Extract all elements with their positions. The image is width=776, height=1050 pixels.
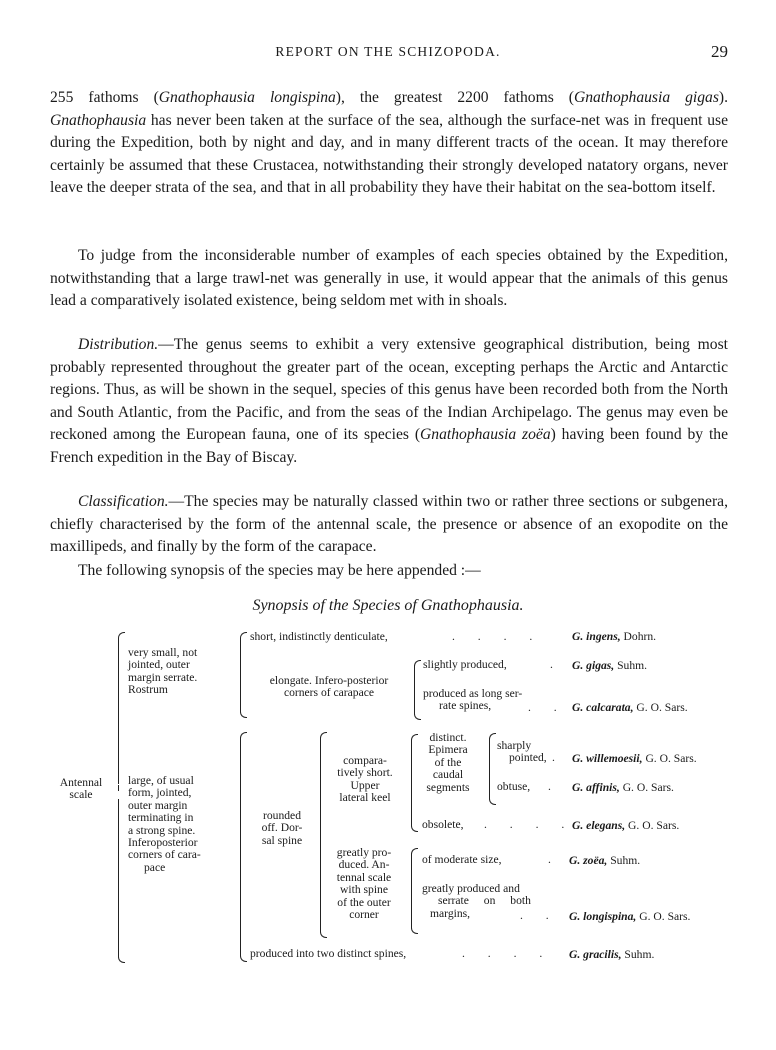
brace-antennal-spine [411, 848, 418, 934]
line: elongate. Infero-posterior [269, 674, 389, 687]
species-name: G. willemoesii, [572, 752, 643, 765]
dot-leader: . [548, 853, 561, 866]
dot-leader: . . [520, 909, 559, 922]
line: pointed, [509, 751, 547, 765]
dot-leader: . . . . [484, 818, 575, 831]
genus-name: Gnathophausia [50, 111, 147, 129]
line: rate spines, [439, 699, 492, 713]
moderate-size: of moderate size, [422, 853, 502, 866]
species-name: G. gracilis, [569, 948, 622, 961]
species-author: Suhm. [617, 659, 648, 672]
dot-leader: . . . . [462, 947, 553, 960]
brace-root-tip [114, 785, 119, 791]
line: terminating in [128, 811, 194, 825]
brace-large [240, 732, 247, 962]
line: distinct. [429, 731, 467, 744]
line: Inferoposterior [128, 836, 198, 850]
line: rounded [263, 809, 301, 822]
paragraph-distribution [50, 334, 728, 470]
species-name: G. elegans, [572, 819, 626, 832]
greatly-produced [325, 847, 403, 921]
line: of the [434, 755, 462, 769]
species-affinis [572, 781, 674, 794]
obtuse: obtuse, [497, 780, 531, 793]
species-gigas [572, 659, 647, 672]
brace-root-upper [118, 632, 125, 784]
paragraph-synopsis-intro: The following synopsis of the species may be here appended :— [78, 562, 481, 579]
paragraph-habitat [50, 87, 728, 200]
line: corners of carapace [283, 686, 375, 700]
dot-leader: . [552, 751, 565, 764]
species-author: Dohrn. [623, 630, 657, 643]
species-ingens [572, 630, 656, 643]
brace-root-lower [118, 799, 125, 963]
species-author: G. O. Sars. [622, 781, 674, 794]
line: Upper [350, 778, 380, 792]
comparatively-short [325, 755, 405, 805]
line: compara- [343, 754, 387, 767]
text-run: ). [718, 89, 728, 106]
text-run: —The species may be naturally classed within two or rather three sections or subgenera, chiefly characterised by the form of the antennal scale, the presence or absence of an exopodite on the maxillipeds, and finally by the form of the carapace. [50, 493, 728, 556]
line: caudal [432, 768, 464, 782]
branch-large [128, 775, 201, 874]
line: off. Dor- [261, 821, 303, 835]
text-run: ), the greatest 2200 fathoms ( [335, 89, 574, 106]
line: corner [349, 908, 379, 922]
species-author: G. O. Sars. [639, 910, 691, 923]
line: duced. An- [338, 858, 390, 872]
produced-spines [423, 688, 522, 713]
rounded-off [248, 810, 316, 847]
distinct-epimera [417, 732, 479, 794]
brace-small [240, 632, 247, 718]
dot-leader: . . [528, 701, 567, 714]
section-label: Distribution. [78, 336, 159, 353]
line: pace [144, 860, 166, 874]
line: scale [69, 788, 93, 802]
line: Rostrum [128, 683, 168, 697]
root-label [46, 777, 116, 802]
dot-leader: . [550, 658, 563, 671]
line: sal spine [261, 833, 303, 847]
line: Antennal [59, 776, 103, 789]
line: greatly pro- [336, 846, 392, 859]
text-run: 255 fathoms ( [50, 89, 159, 106]
species-name: G. affinis, [572, 781, 620, 794]
brace-elongate [414, 660, 421, 720]
species-name: G. zoëa, [569, 854, 608, 867]
brace-epimera [489, 733, 496, 805]
line: form, jointed, [128, 786, 192, 800]
species-author: G. O. Sars. [636, 701, 688, 714]
sharply-pointed [497, 740, 547, 765]
page-number: 29 [711, 42, 728, 61]
line: a strong spine. [128, 823, 196, 837]
line: margins, [430, 906, 471, 920]
paragraph-classification [50, 491, 728, 559]
species-author: Suhm. [624, 948, 655, 961]
line: tively short. [337, 766, 393, 780]
two-spines: produced into two distinct spines, [250, 947, 407, 960]
species-name: G. ingens, [572, 630, 621, 643]
line: greatly produced and [422, 882, 520, 895]
species-gracilis [569, 948, 654, 961]
line: jointed, outer [128, 658, 190, 672]
line: outer margin [128, 798, 188, 812]
text-run: has never been taken at the surface of the sea, although the surface-net was in frequent use during the Expedition, both by night and day, and in many different tracts of the ocean. It may therefore certainly be assumed that these Crustacea, notwithstanding their strongly developed natatory organs, never leave the deeper strata of the sea, and that in all probability they have their habitat on the sea-bottom itself. [50, 111, 728, 197]
text-run: —The genus seems to exhibit a very extensive geographical distribution, being most probably represented throughout the greater part of the ocean, excepting perhaps the Arctic and Antarctic regions. Thus, as will be shown in the sequel, species of this genus have been recorded both from the North and South Atlantic, from the Pacific, and from the seas of the Indian Archipelago. The genus may even be reckoned among the European fauna, one of its species ( [50, 336, 728, 444]
running-title: REPORT ON THE SCHIZOPODA. [275, 44, 501, 59]
running-header [0, 44, 776, 64]
line: lateral keel [339, 791, 391, 805]
species-name: G. gigas, [572, 659, 615, 672]
dot-leader: . [548, 780, 561, 793]
text-run: ) having been found by the French expedition in the Bay of Biscay. [50, 426, 728, 466]
species-zoea [569, 854, 640, 867]
species-name: Gnathophausia longispina [158, 89, 336, 106]
line: very small, not [128, 646, 198, 659]
line: sharply [497, 739, 532, 752]
line: produced as long ser- [423, 687, 523, 700]
line: with spine [340, 883, 388, 897]
species-elegans [572, 819, 679, 832]
line: of the outer [337, 895, 391, 909]
line: large, of usual [128, 774, 194, 787]
species-name: Gnathophausia zoëa [420, 426, 551, 444]
species-name: G. longispina, [569, 910, 637, 923]
synopsis-title: Synopsis of the Species of Gnathophausia. [252, 597, 524, 614]
species-name: Gnathophausia gigas [573, 89, 719, 106]
species-willemoesii [572, 752, 697, 765]
slightly-produced: slightly produced, [423, 658, 507, 671]
section-label: Classification. [78, 493, 169, 510]
line: segments [426, 780, 470, 794]
line: corners of cara- [128, 848, 201, 862]
species-author: G. O. Sars. [645, 752, 697, 765]
dot-leader: . . . . [452, 630, 543, 643]
species-name: G. calcarata, [572, 701, 634, 714]
elongate-corners [250, 675, 408, 700]
paragraph-abundance: To judge from the inconsiderable number of examples of each species obtained by the Expedition, notwithstanding that a large trawl-net was generally in use, it would appear that the animals of this genus lead a comparatively isolated existence, being seldom met with in shoals. [50, 247, 728, 310]
species-author: Suhm. [610, 854, 641, 867]
short-denticulate: short, indistinctly denticulate, [250, 630, 388, 643]
obsolete: obsolete, [422, 818, 464, 831]
line: tennal scale [336, 870, 392, 884]
species-longispina [569, 910, 690, 923]
branch-very-small [128, 647, 197, 697]
greatly-serrate [422, 883, 531, 920]
line: serrate on both [438, 894, 531, 908]
line: margin serrate. [128, 670, 198, 684]
species-author: G. O. Sars. [628, 819, 680, 832]
species-calcarata [572, 701, 688, 714]
line: Epimera [428, 743, 468, 757]
